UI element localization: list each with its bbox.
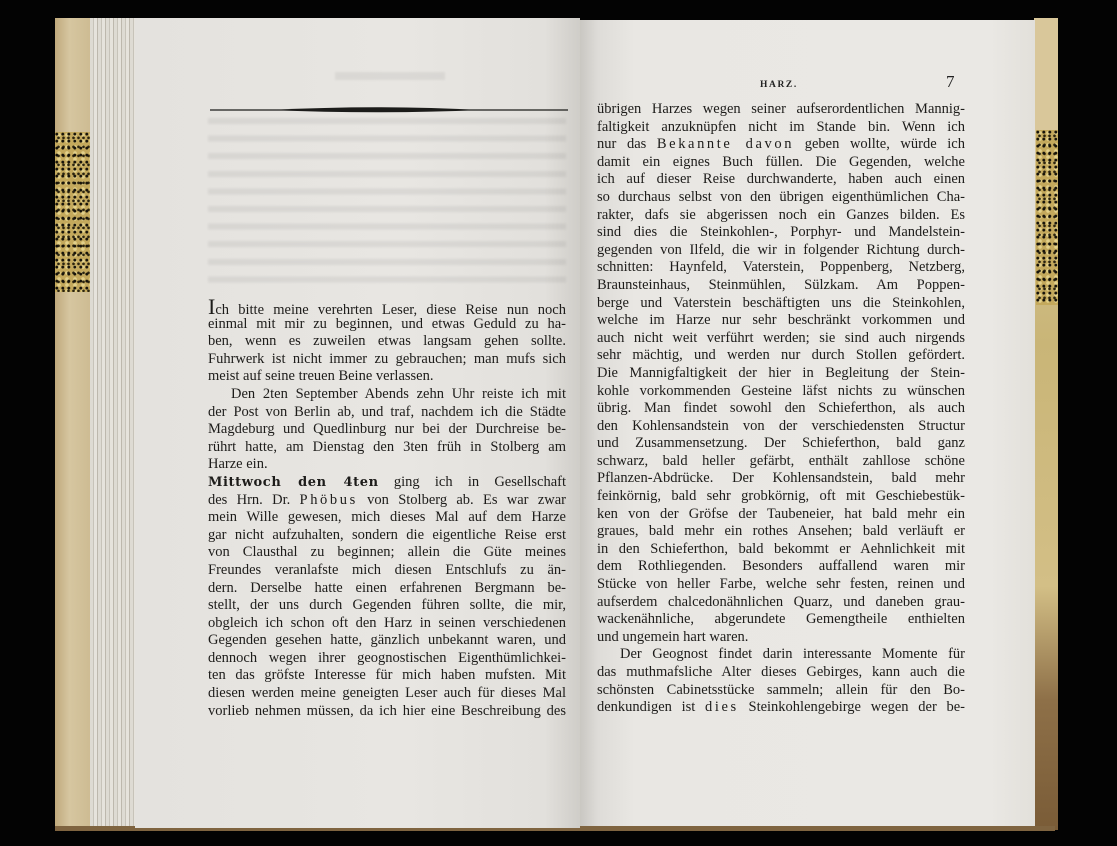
- text-line: dern. Derselbe hatte einen erfahrenen Bergmann be-: [208, 579, 566, 596]
- text-line: sind dies die Steinkohlen-, Porphyr- und Mandelstein-: [597, 224, 965, 241]
- text-line: ten das gröfste Interesse für mich haben mufsten. Mit: [208, 667, 566, 684]
- text-line: Pflanzen-Abdrücke. Der Kohlensandstein, bald mehr: [597, 470, 965, 487]
- left-page-text: [208, 294, 566, 720]
- spaced-emphasis: dies: [705, 699, 739, 716]
- text-line: aufserdem chalcedonähnlichen Quarz, und daneben grau-: [597, 593, 965, 610]
- text-line: Der Geognost findet darin interessante Momente für: [620, 646, 965, 663]
- text-run: ging ich in Gesellschaft: [378, 473, 566, 490]
- running-head: HARZ.: [760, 80, 798, 90]
- text-line: Magdeburg und Quedlinburg nur bei der Durchreise be-: [208, 421, 566, 438]
- text-line: Den 2ten September Abends zehn Uhr reiste ich mit: [231, 385, 566, 402]
- text-line: meist auf seine treuen Beine verlassen.: [208, 368, 434, 385]
- right-page-text: [597, 101, 965, 717]
- page-stack-edges: [90, 18, 136, 830]
- bleed-through-header: [335, 72, 445, 80]
- text-run: des Hrn. Dr.: [208, 491, 300, 508]
- text-line: sehr mächtig, und werden nur durch Stollen gefördert.: [597, 347, 965, 364]
- text-line: Freundes veranlafste mich diesen Entschlufs zu än-: [208, 561, 566, 578]
- text-line: gar nicht aufzuhalten, sondern die eigentliche Reise erst: [208, 526, 566, 543]
- text-run: denkundigen ist: [597, 699, 706, 716]
- text-line: schnitten: Haynfeld, Vaterstein, Poppenberg, Netzberg,: [597, 259, 965, 276]
- text-run: nur das: [597, 136, 657, 153]
- page-number: 7: [946, 72, 955, 91]
- chapter-rule: [210, 103, 568, 117]
- text-run: Steinkohlengebirge wegen der be-: [738, 699, 965, 716]
- text-line: Die Mannigfaltigkeit der hier in Begleitung der Stein-: [597, 364, 965, 381]
- right-marbled-edge: [1036, 130, 1058, 305]
- text-line: graues, bald mehr ein rothes Ansehen; bald verläuft er: [597, 523, 965, 540]
- text-line: ken von der Gröfse der Taubeneier, hat bald mehr ein: [597, 505, 965, 522]
- left-marbled-edge: [55, 132, 91, 292]
- text-line: auch nicht weit verführt werden; sie sind auch nirgends: [597, 329, 965, 346]
- text-line: das muthmafsliche Alter dieses Gebirges, kann auch die: [597, 664, 965, 680]
- text-line: dennoch wegen ihrer geognostischen Eigenthümlichkei-: [208, 649, 566, 666]
- text-line: gegenden von Ilfeld, die wir in folgender Richtung durch-: [597, 241, 965, 258]
- text-line: Gegenden gesehen hatte, gänzlich unbekannt waren, und: [208, 632, 566, 649]
- text-line: der Post von Berlin ab, und traf, nachdem ich die Städte: [208, 403, 566, 420]
- text-line: Braunsteinhaus, Steinmühlen, Sülzkam. Am Poppen-: [597, 276, 965, 293]
- text-line: stellt, der uns durch Gegenden führen sollte, die mir,: [208, 597, 566, 614]
- text-line: Ich bitte meine verehrten Leser, diese Reise nun noch: [208, 294, 566, 319]
- text-line: so durchaus selbst von den übrigen eigenthümlichen Cha-: [597, 188, 965, 205]
- text-line: [208, 492, 566, 510]
- text-line: diesen werden meine geneigten Leser auch für dieses Mal: [208, 685, 566, 702]
- text-line: mein Wille gewesen, mich dieses Mal auf dem Harze: [208, 509, 566, 526]
- text-line: Harze ein.: [208, 456, 268, 473]
- text-line: ben, wenn es zuweilen etwas langsam gehen sollte.: [208, 333, 566, 350]
- text-line: [597, 136, 965, 154]
- text-line: und Zusammensetzung. Der Schieferthon, bald ganz: [597, 435, 965, 452]
- text-line: den Kohlensandstein von der verschiedensten Structur: [597, 417, 965, 434]
- text-line: [597, 699, 965, 717]
- text-line: rakter, dafs sie abgerissen noch ein Ganzes bilden. Es: [597, 206, 965, 223]
- text-line: kohle vorkommenden Gesteine läfst nichts zu wünschen: [597, 382, 965, 399]
- text-run: geben wollte, würde ich: [794, 136, 965, 153]
- text-line: wackenähnliche, abgerundete Gemengtheile enthielten: [597, 611, 965, 628]
- text-line: übrig. Man findet sowohl den Schieferthon, als auch: [597, 400, 965, 417]
- text-line: schönsten Cabinetsstücke sammeln; allein für den Bo-: [597, 681, 965, 698]
- text-line: Stücke von heller Farbe, welche sehr festen, reinen und: [597, 576, 965, 593]
- text-line: [208, 474, 566, 492]
- text-run: von Stolberg ab. Es war zwar: [357, 491, 566, 508]
- text-line: einmal mit mir zu beginnen, und etwas Geduld zu ha-: [208, 315, 566, 332]
- text-line: übrigen Harzes wegen seiner aufserordentlichen Mannig-: [597, 101, 965, 117]
- text-line: vorlieb nehmen müssen, da ich hier eine Beschreibung des: [208, 702, 566, 719]
- bold-run-in: Mittwoch den 4ten: [208, 474, 379, 490]
- text-line: faltigkeit anzuknüpfen nicht im Stande bin. Wenn ich: [597, 118, 965, 135]
- text-line: ich auf dieser Reise durchwanderte, haben auch einen: [597, 171, 965, 188]
- spaced-emphasis: Phöbus: [299, 491, 358, 508]
- bleed-through-text: [208, 118, 566, 288]
- text-line: damit ein eignes Buch füllen. Die Gegenden, welche: [597, 153, 965, 170]
- text-line: Fuhrwerk ist nicht immer zu gebrauchen; man mufs sich: [208, 350, 566, 367]
- text-line: rührt hatte, am Dienstag den 3ten früh in Stolberg am: [208, 438, 566, 455]
- text-line: obgleich ich schon oft den Harz in seinen verschiedenen: [208, 614, 566, 631]
- text-line: in den Schieferthon, bald bekommt er Aehnlichkeit mit: [597, 540, 965, 557]
- text-line: feinkörnig, bald sehr grobkörnig, oft mit Geschiebestük-: [597, 488, 965, 505]
- text-line: dem Rothliegenden. Besonders auffallend waren mir: [597, 558, 965, 575]
- text-line: von Clausthal zu beginnen; allein die Güte meines: [208, 544, 566, 561]
- text-line: schwarz, bald heller gefärbt, enthält zahllose schöne: [597, 452, 965, 469]
- text-line: welche im Harze nur sehr beschränkt vorkommen und: [597, 312, 965, 329]
- spaced-emphasis: Bekannte davon: [656, 136, 795, 153]
- text-line: berge und Vaterstein beschäftigten uns die Steinkohlen,: [597, 294, 965, 311]
- text-line: und ungemein hart waren.: [597, 628, 749, 645]
